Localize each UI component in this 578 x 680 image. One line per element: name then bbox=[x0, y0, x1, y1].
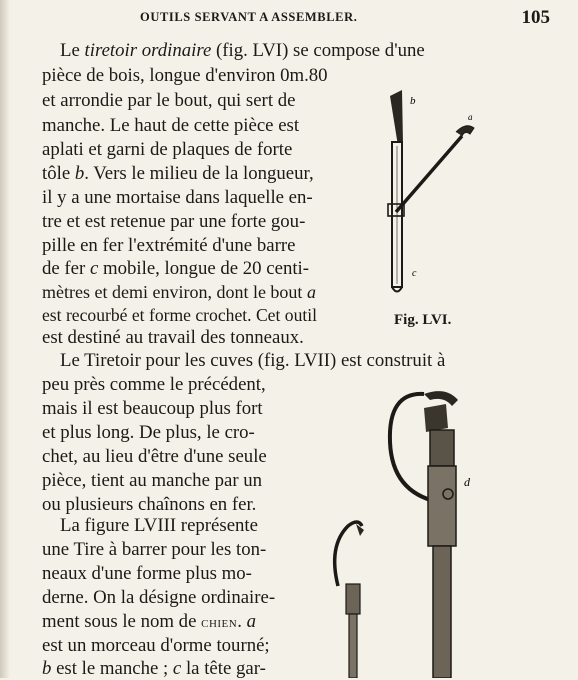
p3-line-5: ment sous le nom de chien. a bbox=[42, 611, 256, 632]
fig56-label-c: c bbox=[412, 268, 417, 279]
p3-line-2: une Tire à barrer pour les ton- bbox=[42, 539, 267, 560]
p2-line-2: peu près comme le précédent, bbox=[42, 374, 266, 395]
p1-line-12: est recourbé et forme crochet. Cet outil bbox=[42, 305, 318, 325]
p1-line-11: mètres et demi environ, dont le bout a bbox=[42, 282, 316, 302]
fig56-label-a: a bbox=[468, 112, 473, 122]
p1-line-1: Le tiretoir ordinaire (fig. LVI) se compose d'une bbox=[60, 40, 425, 61]
fig56-label-b: b bbox=[410, 95, 416, 107]
p3-line-3: neaux d'une forme plus mo- bbox=[42, 563, 252, 584]
fig57-label-d: d bbox=[464, 475, 470, 489]
figure-57-illustration bbox=[378, 372, 488, 678]
p1-line-4: manche. Le haut de cette pièce est bbox=[42, 115, 300, 136]
figure-56-caption: Fig. LVI. bbox=[394, 312, 452, 328]
p3-line-4: derne. On la désigne ordinaire- bbox=[42, 587, 276, 608]
page-gutter-shadow bbox=[0, 0, 10, 678]
p3-line-6: est un morceau d'orme tourné; bbox=[42, 635, 270, 656]
p2-line-3: mais il est beaucoup plus fort bbox=[42, 398, 263, 419]
p3-line-7: b est le manche ; c la tête gar- bbox=[42, 658, 266, 679]
p3-line-1: La figure LVIII représente bbox=[60, 515, 258, 536]
running-header: OUTILS SERVANT A ASSEMBLER. bbox=[140, 10, 358, 24]
p1-line-8: tre et est retenue par une forte gou- bbox=[42, 211, 306, 232]
p2-line-1: Le Tiretoir pour les cuves (fig. LVII) est construit à bbox=[60, 350, 446, 371]
p1-line-2: pièce de bois, longue d'environ 0m.80 bbox=[42, 65, 328, 86]
p1-line-6: tôle b. Vers le milieu de la longueur, bbox=[42, 163, 314, 184]
p1-line-13: est destiné au travail des tonneaux. bbox=[42, 327, 304, 348]
p2-line-6: pièce, tient au manche par un bbox=[42, 470, 263, 491]
figure-56-illustration bbox=[370, 84, 490, 314]
p2-line-5: chet, au lieu d'être d'une seule bbox=[42, 446, 267, 467]
page-number: 105 bbox=[521, 7, 550, 28]
p1-line-9: pille en fer l'extrémité d'une barre bbox=[42, 235, 296, 256]
p2-line-7: ou plusieurs chaînons en fer. bbox=[42, 494, 257, 515]
figure-58-illustration bbox=[326, 516, 376, 678]
p1-line-3: et arrondie par le bout, qui sert de bbox=[42, 90, 296, 111]
p2-line-4: et plus long. De plus, le cro- bbox=[42, 422, 255, 443]
p1-line-7: il y a une mortaise dans laquelle en- bbox=[42, 187, 313, 208]
p1-line-10: de fer c mobile, longue de 20 centi- bbox=[42, 258, 310, 279]
p1-line-5: aplati et garni de plaques de forte bbox=[42, 139, 293, 160]
